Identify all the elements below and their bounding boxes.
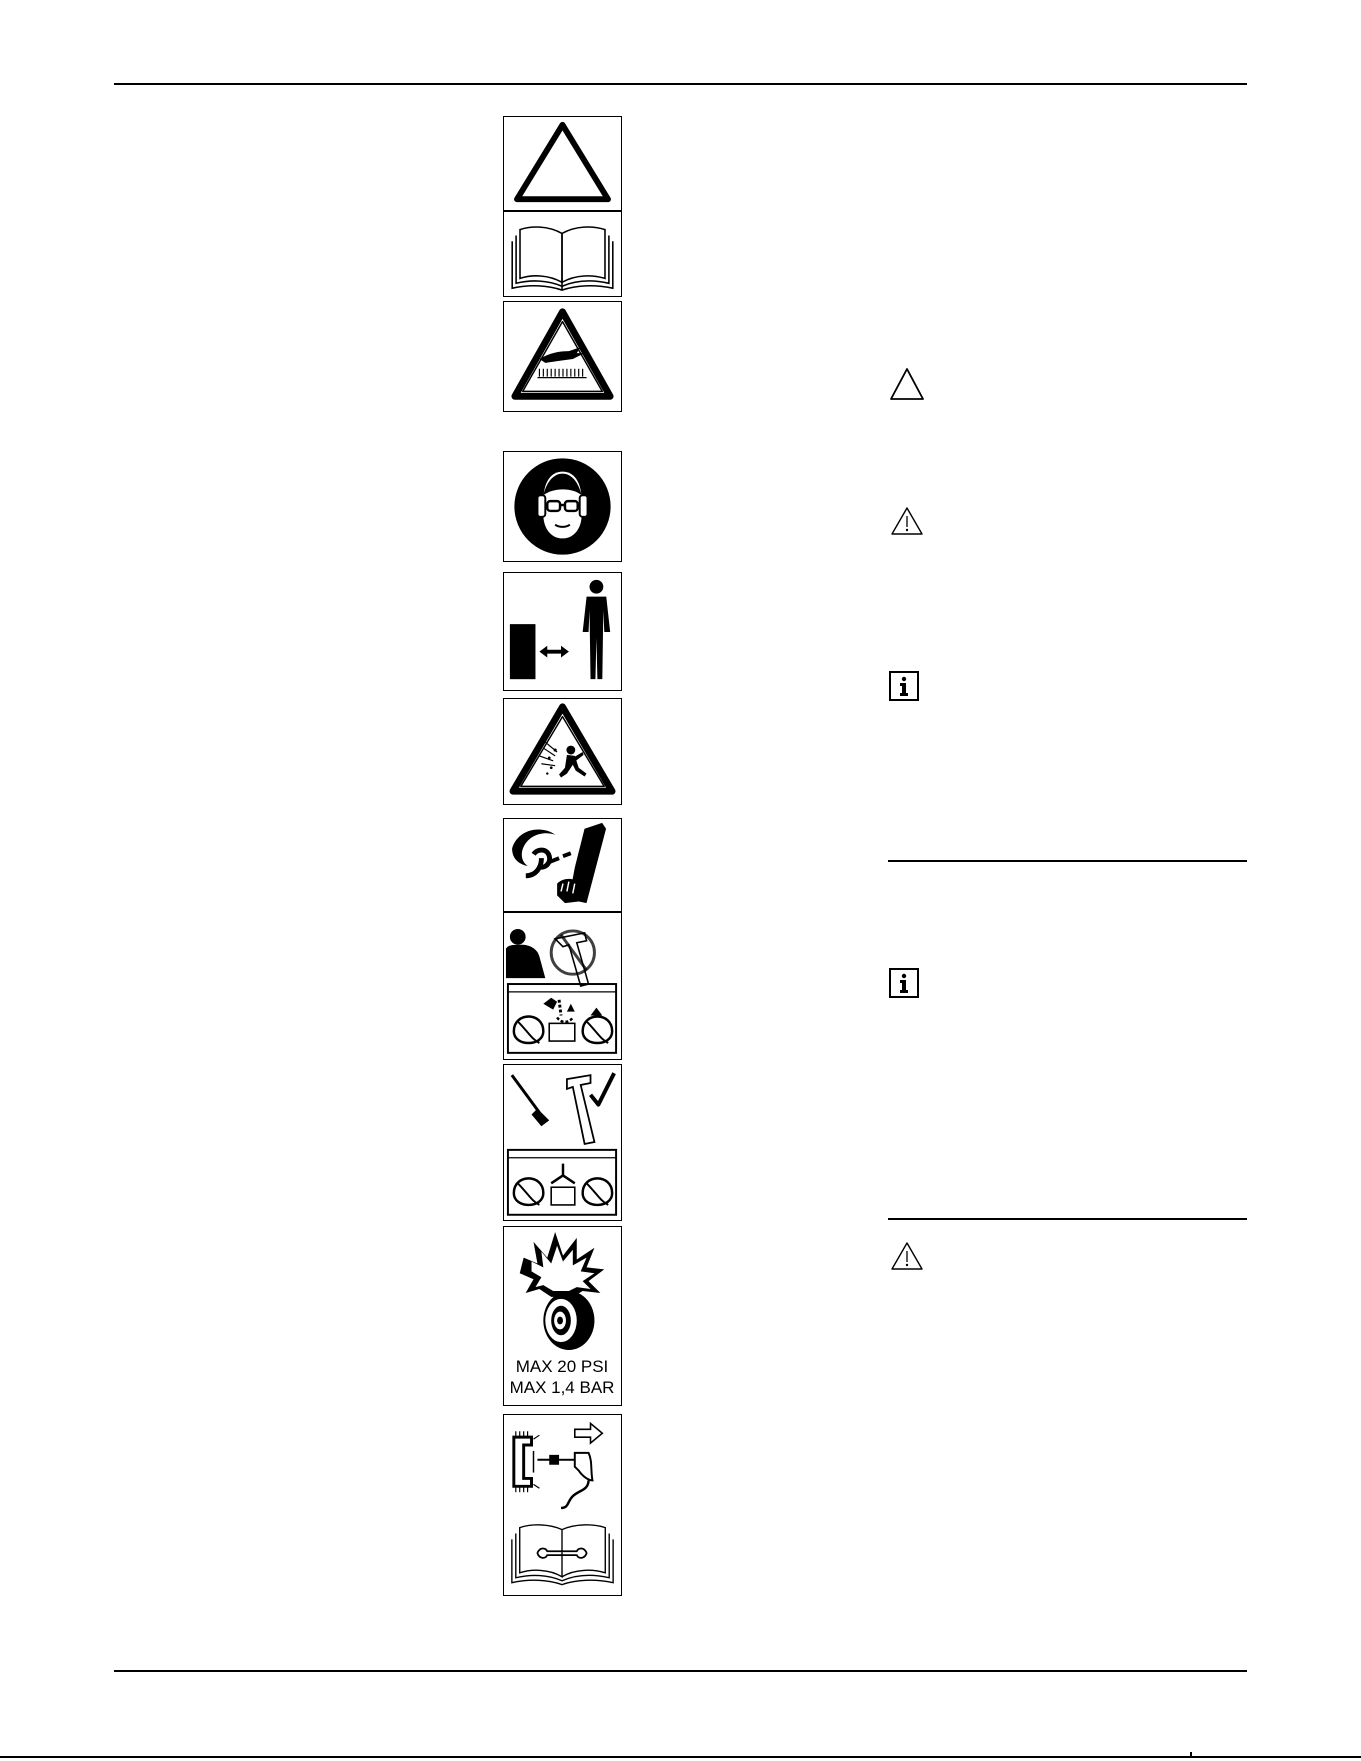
symbol-use-clearing-tool — [503, 1064, 622, 1221]
symbol-tire-explosion — [503, 1226, 622, 1406]
symbol-warning-triangle — [503, 116, 622, 211]
warning-marker-1 — [889, 505, 925, 537]
tire-pressure-psi: MAX 20 PSI — [515, 1357, 609, 1376]
symbol-spark-plug-maintenance — [503, 1414, 622, 1596]
warning-triangle-icon — [889, 505, 925, 537]
info-icon — [889, 671, 919, 701]
tire-explosion-icon — [504, 1227, 621, 1355]
footer-rule — [114, 1670, 1247, 1672]
symbol-auger-hand-hazard — [503, 818, 622, 912]
warning-marker-2 — [889, 1240, 925, 1272]
warning-triangle-icon — [504, 117, 621, 210]
caution-triangle-icon — [888, 366, 926, 402]
no-hands-in-chute-icon — [504, 913, 621, 1059]
caution-triangle-marker — [888, 366, 926, 402]
symbol-no-hands-in-chute — [503, 912, 622, 1060]
symbol-hot-surface — [503, 301, 622, 412]
eye-ear-protection-icon — [504, 452, 621, 561]
read-manual-icon — [504, 212, 621, 296]
info-marker-2 — [889, 968, 919, 998]
symbol-read-manual — [503, 211, 622, 297]
symbol-thrown-objects — [503, 698, 622, 805]
symbol-keep-distance — [503, 572, 622, 691]
use-clearing-tool-icon — [504, 1065, 621, 1220]
info-marker-1 — [889, 671, 919, 701]
symbol-eye-ear-protection — [503, 451, 622, 562]
page-bottom-tick — [1190, 1752, 1192, 1758]
thrown-objects-icon — [504, 699, 621, 804]
section-rule-1 — [888, 860, 1247, 862]
hot-surface-icon — [504, 302, 621, 411]
header-rule — [114, 83, 1247, 85]
spark-plug-maintenance-icon — [504, 1415, 621, 1595]
section-rule-2 — [888, 1218, 1247, 1220]
info-icon — [889, 968, 919, 998]
warning-triangle-icon — [889, 1240, 925, 1272]
keep-distance-icon — [504, 573, 621, 690]
auger-hand-hazard-icon — [504, 819, 621, 911]
tire-pressure-bar: MAX 1,4 BAR — [509, 1378, 615, 1397]
page-bottom-edge — [0, 1756, 1361, 1758]
